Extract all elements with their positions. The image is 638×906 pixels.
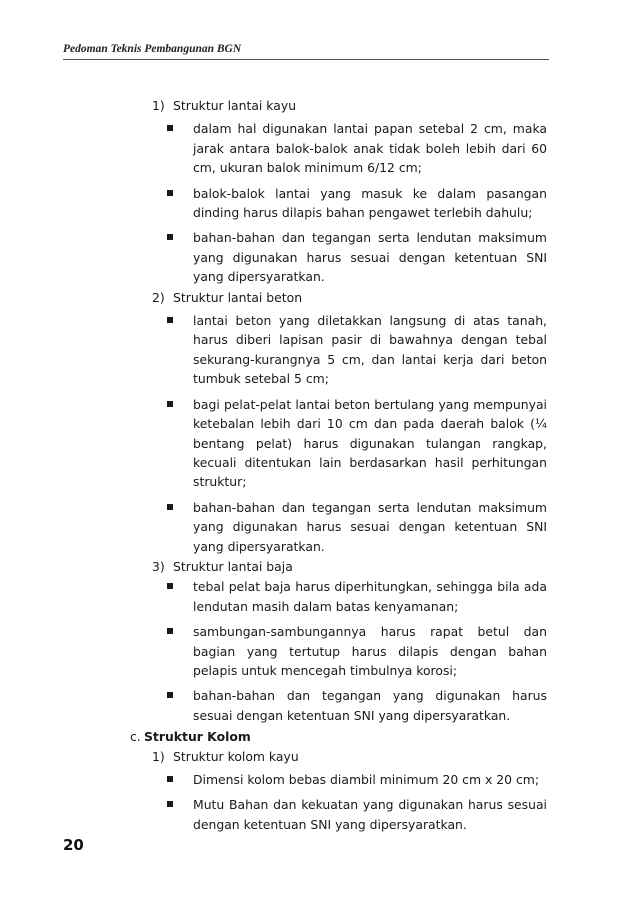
list-item: balok-balok lantai yang masuk ke dalam pasangan dinding harus dilapis bahan pengawet terlebih dahulu; xyxy=(193,184,547,223)
square-bullet-icon xyxy=(167,776,173,782)
subsection-heading xyxy=(152,747,638,766)
square-bullet-icon xyxy=(167,801,173,807)
section-letter: c. xyxy=(130,729,141,745)
list-item: bahan-bahan dan tegangan serta lendutan maksimum yang digunakan harus sesuai dengan ketentuan SNI yang dipersyaratkan. xyxy=(193,228,547,286)
square-bullet-icon xyxy=(167,628,173,634)
subsection-title: Struktur kolom kayu xyxy=(173,748,299,764)
subsection-heading xyxy=(152,288,638,307)
list-item: lantai beton yang diletakkan langsung di atas tanah, harus diberi lapisan pasir di bawahnya dengan tebal sekurang-kurangnya 5 cm, dan lantai kerja dari beton tumbuk setebal 5 cm; xyxy=(193,311,547,389)
square-bullet-icon xyxy=(167,504,173,510)
section-title: Struktur Kolom xyxy=(144,729,251,745)
subsection-number: 3) xyxy=(152,558,165,574)
square-bullet-icon xyxy=(167,317,173,323)
page-number: 20 xyxy=(63,836,84,854)
subsection-number: 1) xyxy=(152,98,165,113)
list-item: bahan-bahan dan tegangan yang digunakan harus sesuai dengan ketentuan SNI yang dipersyaratkan. xyxy=(193,686,547,725)
subsection-title: Struktur lantai beton xyxy=(173,289,303,305)
document-body xyxy=(0,96,638,840)
list-item: bahan-bahan dan tegangan serta lendutan maksimum yang digunakan harus sesuai dengan ketentuan SNI yang dipersyaratkan. xyxy=(193,498,547,556)
header-rule xyxy=(63,59,549,60)
list-item: bagi pelat-pelat lantai beton bertulang yang mempunyai ketebalan lebih dari 10 cm dan pada daerah balok (¼ bentang pelat) harus digunakan tulangan rangkap, kecuali ditentukan lain berdasarkan hasil perhitungan struktur; xyxy=(193,395,547,492)
subsection-number: 2) xyxy=(152,289,165,305)
square-bullet-icon xyxy=(167,125,173,131)
list-item: Dimensi kolom bebas diambil minimum 20 cm x 20 cm; xyxy=(193,770,547,789)
running-header: Pedoman Teknis Pembangunan BGN xyxy=(63,43,242,55)
square-bullet-icon xyxy=(167,692,173,698)
square-bullet-icon xyxy=(167,401,173,407)
subsection-title: Struktur lantai baja xyxy=(173,558,293,574)
list-item: Mutu Bahan dan kekuatan yang digunakan harus sesuai dengan ketentuan SNI yang dipersyaratkan. xyxy=(193,795,547,834)
square-bullet-icon xyxy=(167,583,173,589)
list-item: dalam hal digunakan lantai papan setebal 2 cm, maka jarak antara balok-balok anak tidak boleh lebih dari 60 cm, ukuran balok minimum 6/12 cm; xyxy=(193,119,547,177)
square-bullet-icon xyxy=(167,190,173,196)
subsection-title: Struktur lantai kayu xyxy=(173,98,297,113)
subsection-heading xyxy=(152,96,638,115)
square-bullet-icon xyxy=(167,234,173,240)
subsection-number: 1) xyxy=(152,748,165,764)
section-heading xyxy=(130,727,638,746)
subsection-heading xyxy=(152,557,638,576)
list-item: tebal pelat baja harus diperhitungkan, sehingga bila ada lendutan masih dalam batas kenyamanan; xyxy=(193,577,547,616)
list-item: sambungan-sambungannya harus rapat betul dan bagian yang tertutup harus dilapis dengan bahan pelapis untuk mencegah timbulnya korosi; xyxy=(193,622,547,680)
